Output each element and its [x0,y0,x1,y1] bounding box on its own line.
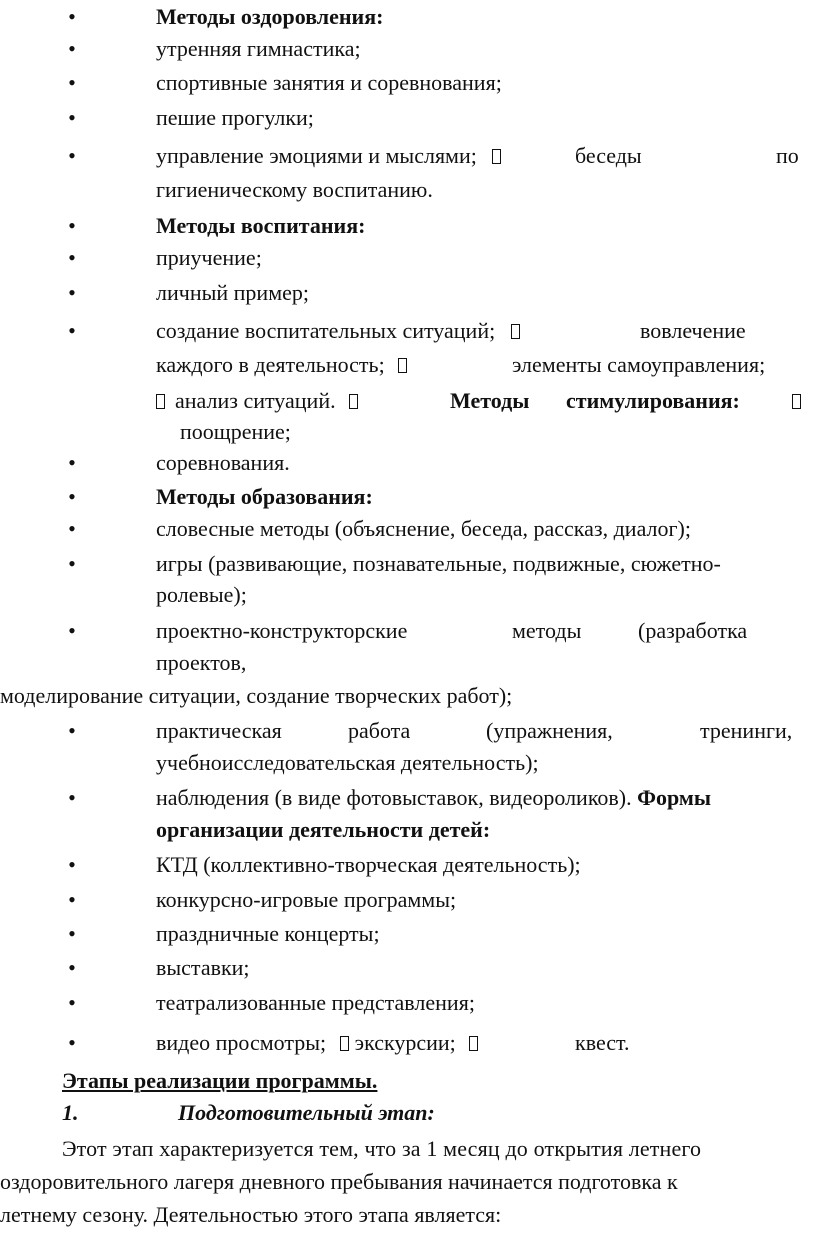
list-item [156,350,407,380]
list-item [156,141,501,171]
list-item-text: элементы самоуправления; [512,352,766,377]
list-item: соревнования. [156,450,290,475]
section-heading: Методы оздоровления: [156,4,384,29]
bullet: • [68,852,76,877]
list-item: конкурсно-игровые программы; [156,887,457,912]
list-item-text: создание воспитательных ситуаций; [156,318,496,343]
list-item-text: вовлечение [640,318,746,343]
bullet: • [68,36,76,61]
section-heading: организации деятельности детей: [156,817,491,842]
list-item-text: ролевые); [156,582,247,607]
list-item-text: экскурсии; [354,1030,456,1055]
list-item: утренняя гимнастика; [156,36,361,61]
paragraph-line: летнему сезону. Деятельностью этого этапа является: [0,1202,502,1227]
list-item-text: моделирование ситуации, создание творческих работ); [0,683,513,708]
bullet: • [68,618,76,643]
bullet: • [68,143,76,168]
bullet: • [68,887,76,912]
bullet: • [68,484,76,509]
list-item-text: квест. [575,1030,630,1055]
section-heading: стимулирования: [566,388,740,413]
bullet: • [68,718,76,743]
paragraph-line: Этот этап характеризуется тем, что за 1 месяц до открытия летнего [62,1136,702,1161]
bullet: • [68,105,76,130]
bullet: • [68,785,76,810]
bullet: • [68,990,76,1015]
bullet: • [68,4,76,29]
section-heading: Методы [450,388,530,413]
list-item-text: поощрение; [180,419,291,444]
list-item: КТД (коллективно-творческая деятельность); [156,852,581,877]
list-item [156,783,711,813]
stage-number: 1. [62,1100,79,1125]
page-subtitle: Этапы реализации программы. [62,1068,378,1093]
section-heading: Методы образования: [156,484,373,509]
list-item: пешие прогулки; [156,105,314,130]
list-item [792,386,801,416]
list-item-text: практическая [156,718,282,743]
list-item: личный пример; [156,280,309,305]
list-item: театрализованные представления; [156,990,475,1015]
list-item-text: учебноисследовательская деятельность); [156,750,539,775]
list-item-text: тренинги, [700,718,793,743]
bullet: • [68,551,76,576]
missing-glyph-box-icon [156,394,165,409]
list-item [156,386,358,416]
bullet: • [68,70,76,95]
missing-glyph-box-icon [340,1036,349,1051]
list-item: словесные методы (объяснение, беседа, рассказ, диалог); [156,516,691,541]
stage-title: Подготовительный этап: [178,1100,435,1125]
list-item-text: (разработка [638,618,748,643]
bullet: • [68,213,76,238]
list-item-text: беседы [575,143,642,168]
list-item-text: видео просмотры; [156,1030,327,1055]
bullet: • [68,280,76,305]
list-item-text: методы [512,618,582,643]
list-item: выставки; [156,955,250,980]
list-item-text: наблюдения (в виде фотовыставок, видеороликов). [156,785,632,810]
missing-glyph-box-icon [349,394,358,409]
list-item: спортивные занятия и соревнования; [156,70,502,95]
list-item: праздничные концерты; [156,921,380,946]
missing-glyph-box-icon [492,149,501,164]
list-item: игры (развивающие, познавательные, подвижные, сюжетно- [156,551,721,576]
missing-glyph-box-icon [511,324,520,339]
bullet: • [68,245,76,270]
list-item-text: (упражнения, [486,718,613,743]
list-item-text: гигиеническому воспитанию. [156,177,433,202]
list-item-text: работа [348,718,411,743]
list-item-text: проектно-конструкторские [156,618,408,643]
list-item [156,316,520,346]
section-heading: Формы [637,785,712,810]
section-heading: Методы воспитания: [156,213,366,238]
list-item-text: управление эмоциями и мыслями; [156,143,477,168]
missing-glyph-box-icon [469,1036,478,1051]
bullet: • [68,318,76,343]
paragraph-line: оздоровительного лагеря дневного пребывания начинается подготовка к [0,1169,678,1194]
list-item-text: каждого в деятельность; [156,352,385,377]
list-item-text: по [776,143,799,168]
bullet: • [68,516,76,541]
missing-glyph-box-icon [398,358,407,373]
bullet: • [68,450,76,475]
bullet: • [68,955,76,980]
list-item-text: анализ ситуаций. [175,388,336,413]
list-item-text: проектов, [156,650,247,675]
list-item: приучение; [156,245,262,270]
bullet: • [68,1030,76,1055]
missing-glyph-box-icon [792,394,801,409]
list-item [156,1028,478,1058]
bullet: • [68,921,76,946]
